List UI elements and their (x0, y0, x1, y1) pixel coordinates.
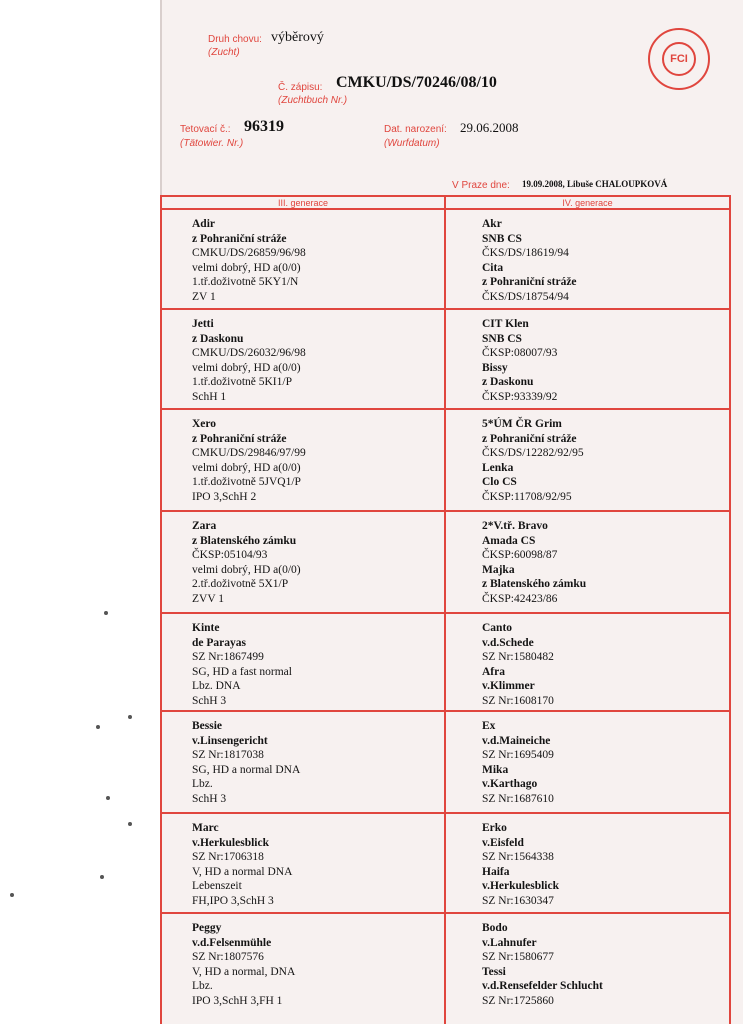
kennel-name: z Daskonu (192, 332, 244, 345)
registration-number: ČKS/DS/18619/94 (482, 247, 569, 260)
birth-date-label: Dat. narození: (384, 124, 447, 135)
gen3-entry (192, 921, 295, 1009)
row-divider (162, 612, 729, 614)
kennel-name: v.d.Felsenmühle (192, 936, 272, 949)
dog-detail: SZ Nr:1867499 (192, 651, 264, 664)
dog-detail: IPO 3,SchH 2 (192, 490, 257, 503)
kennel-name: v.Linsengericht (192, 734, 268, 747)
dog-detail: V, HD a normal, DNA (192, 965, 296, 978)
birth-date-value: 29.06.2008 (460, 120, 519, 135)
dog-detail: V, HD a normal DNA (192, 865, 293, 878)
column-divider (444, 195, 446, 1024)
registration-number: SZ Nr:1564338 (482, 851, 554, 864)
speck (104, 611, 108, 615)
dog-detail: SZ Nr:1706318 (192, 851, 264, 864)
dog-name: Haifa (482, 865, 510, 878)
dog-detail: SchH 3 (192, 694, 227, 707)
gen4-entry (482, 821, 559, 909)
dog-name: Bessie (192, 720, 223, 732)
fci-logo: FCI (662, 42, 696, 76)
dog-detail: SG, HD a normal DNA (192, 763, 301, 776)
row-divider (162, 408, 729, 410)
kennel-name: v.d.Maineiche (482, 734, 551, 747)
tattoo-label-de: (Tätowier. Nr.) (180, 138, 244, 149)
pedigree-grid (160, 195, 731, 1024)
dog-name: Ex (482, 720, 496, 732)
registration-number: ČKS/DS/12282/92/95 (482, 447, 584, 460)
dog-detail: CMKU/DS/26032/96/98 (192, 347, 306, 360)
dog-name: 5*ÚM ČR Grim (482, 418, 562, 430)
registration-number: SZ Nr:1695409 (482, 749, 554, 762)
kennel-name: z Pohraniční stráže (482, 432, 577, 445)
dog-detail: 2.tř.doživotně 5X1/P (192, 578, 289, 591)
tattoo-number: 96319 (244, 118, 284, 135)
registration-number: ČKSP:11708/92/95 (482, 490, 572, 503)
gen4-entry (482, 217, 577, 305)
gen4-entry (482, 519, 586, 607)
gen3-entry (192, 719, 300, 807)
kennel-name: v.Karthago (482, 778, 538, 791)
kennel-name: z Blatenského zámku (192, 534, 297, 547)
speck (10, 893, 14, 897)
dog-name: Adir (192, 218, 215, 230)
issued-value: 19.09.2008, Libuše CHALOUPKOVÁ (522, 179, 668, 189)
column-header-gen3: III. generace (277, 198, 329, 208)
dog-detail: ZVV 1 (192, 592, 225, 605)
dog-detail: FH,IPO 3,SchH 3 (192, 894, 274, 907)
kennel-name: v.Herkulesblick (482, 880, 559, 893)
kennel-name: z Blatenského zámku (482, 578, 587, 591)
registration-number: SZ Nr:1687610 (482, 792, 554, 805)
kennel-name: z Daskonu (482, 376, 534, 389)
gen4-entry (482, 621, 554, 709)
dog-name: Jetti (192, 318, 214, 330)
fci-seal-icon (648, 28, 710, 90)
speck (100, 875, 104, 879)
dog-detail: velmi dobrý, HD a(0/0) (192, 461, 301, 474)
kennel-name: v.Herkulesblick (192, 836, 269, 849)
kennel-name: v.Lahnufer (482, 936, 537, 949)
dog-name: Bissy (482, 361, 508, 374)
kennel-name: v.d.Rensefelder Schlucht (482, 980, 603, 993)
registration-number: ČKSP:42423/86 (482, 592, 558, 605)
registration-number: SZ Nr:1630347 (482, 894, 554, 907)
kennel-name: de Parayas (192, 636, 246, 649)
tattoo-label: Tetovací č.: (180, 124, 231, 135)
dog-detail: SZ Nr:1817038 (192, 749, 264, 762)
dog-detail: Lebenszeit (192, 880, 242, 893)
dog-detail: ČKSP:05104/93 (192, 549, 268, 562)
dog-detail: 1.tř.doživotně 5KY1/N (192, 276, 299, 289)
row-divider (162, 812, 729, 814)
dog-name: Marc (192, 822, 219, 834)
gen3-entry (192, 417, 306, 505)
kennel-name: SNB CS (482, 232, 522, 245)
dog-detail: Lbz. (192, 778, 213, 791)
row-divider (162, 510, 729, 512)
registration-number: SZ Nr:1580482 (482, 651, 554, 664)
registration-number: SZ Nr:1725860 (482, 994, 554, 1007)
studbook-label-de: (Zuchtbuch Nr.) (278, 95, 348, 106)
dog-name: Peggy (192, 922, 222, 934)
dog-detail: CMKU/DS/29846/97/99 (192, 447, 306, 460)
speck (128, 822, 132, 826)
registration-number: ČKS/DS/18754/94 (482, 290, 569, 303)
gen4-entry (482, 317, 557, 405)
registration-number: SZ Nr:1580677 (482, 951, 554, 964)
registration-number: ČKSP:08007/93 (482, 347, 558, 360)
breeding-type-label: Druh chovu: (208, 34, 262, 45)
studbook-number: CMKU/DS/70246/08/10 (336, 74, 497, 91)
kennel-name: z Pohraniční stráže (482, 276, 577, 289)
speck (106, 796, 110, 800)
dog-name: CIT Klen (482, 318, 529, 330)
dog-name: Bodo (482, 922, 508, 934)
dog-detail: velmi dobrý, HD a(0/0) (192, 261, 301, 274)
dog-detail: velmi dobrý, HD a(0/0) (192, 361, 301, 374)
dog-detail: 1.tř.doživotně 5KI1/P (192, 376, 292, 389)
dog-name: Afra (482, 665, 505, 678)
speck (96, 725, 100, 729)
registration-number: ČKSP:93339/92 (482, 390, 558, 403)
header-line (162, 208, 729, 210)
gen4-entry (482, 719, 554, 807)
dog-detail: Lbz. (192, 980, 213, 993)
dog-name: Cita (482, 261, 504, 274)
dog-name: Lenka (482, 461, 514, 474)
dog-name: Majka (482, 563, 515, 576)
kennel-name: Amada CS (482, 534, 536, 547)
dog-detail: velmi dobrý, HD a(0/0) (192, 563, 301, 576)
dog-detail: SZ Nr:1807576 (192, 951, 264, 964)
dog-detail: SchH 1 (192, 390, 227, 403)
dog-detail: SchH 3 (192, 792, 227, 805)
column-header-gen4: IV. generace (562, 198, 613, 208)
kennel-name: v.Klimmer (482, 680, 535, 693)
dog-name: Kinte (192, 622, 220, 634)
breeding-type-label-de: (Zucht) (208, 47, 240, 58)
registration-number: SZ Nr:1608170 (482, 694, 554, 707)
row-divider (162, 308, 729, 310)
issued-label: V Praze dne: (452, 180, 510, 191)
dog-detail: 1.tř.doživotně 5JVQ1/P (192, 476, 301, 489)
kennel-name: z Pohraniční stráže (192, 432, 287, 445)
kennel-name: Clo CS (482, 476, 517, 489)
row-divider (162, 710, 729, 712)
gen4-entry (482, 921, 603, 1009)
kennel-name: z Pohraniční stráže (192, 232, 287, 245)
gen3-entry (192, 317, 306, 405)
kennel-name: v.Eisfeld (482, 836, 524, 849)
dog-detail: CMKU/DS/26859/96/98 (192, 247, 306, 260)
dog-name: Tessi (482, 965, 506, 978)
gen3-entry (192, 519, 301, 607)
dog-name: Akr (482, 218, 502, 230)
breeding-type-value: výběrový (271, 30, 324, 45)
dog-detail: IPO 3,SchH 3,FH 1 (192, 994, 283, 1007)
row-divider (162, 912, 729, 914)
birth-date-label-de: (Wurfdatum) (384, 138, 440, 149)
gen3-entry (192, 821, 292, 909)
gen4-entry (482, 417, 584, 505)
dog-detail: SG, HD a fast normal (192, 665, 292, 678)
speck (128, 715, 132, 719)
kennel-name: v.d.Schede (482, 636, 534, 649)
dog-name: Xero (192, 418, 217, 430)
dog-name: Mika (482, 763, 509, 776)
dog-detail: Lbz. DNA (192, 680, 241, 693)
studbook-label: Č. zápisu: (278, 82, 323, 93)
registration-number: ČKSP:60098/87 (482, 549, 558, 562)
dog-name: Canto (482, 622, 513, 634)
dog-name: Zara (192, 520, 217, 532)
gen3-entry (192, 621, 292, 709)
dog-name: 2*V.tř. Bravo (482, 520, 548, 532)
kennel-name: SNB CS (482, 332, 522, 345)
dog-name: Erko (482, 822, 507, 834)
dog-detail: ZV 1 (192, 290, 216, 303)
gen3-entry (192, 217, 306, 305)
